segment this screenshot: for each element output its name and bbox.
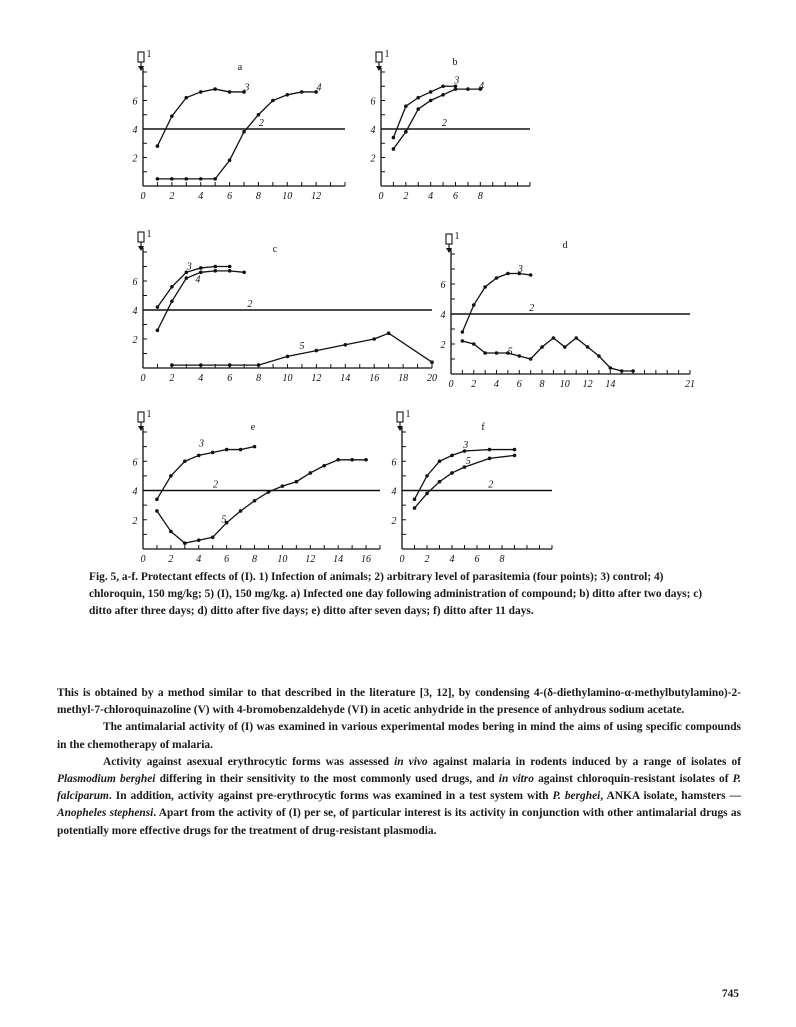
curve-label-c: 3 bbox=[186, 261, 192, 273]
panel-label-f: f bbox=[481, 422, 485, 433]
x-tick-label-d: 14 bbox=[605, 379, 616, 390]
y-tick-label-c: 4 bbox=[132, 306, 138, 317]
x-tick-label-c: 8 bbox=[256, 373, 262, 384]
data-point-d-3 bbox=[483, 285, 487, 289]
data-point-a-4 bbox=[271, 99, 275, 103]
data-point-c-5 bbox=[387, 331, 391, 335]
y-tick-label-a: 2 bbox=[132, 153, 138, 165]
data-point-a-4 bbox=[184, 177, 188, 181]
data-point-a-4 bbox=[242, 130, 246, 134]
data-point-a-3 bbox=[170, 114, 174, 118]
data-point-e-3 bbox=[253, 445, 257, 449]
data-point-e-5 bbox=[169, 530, 173, 534]
paragraph-2: The antimalarial activity of (I) was examined in various experimental modes bering in mind the aims of using specific compounds in the chemotherapy of malaria. bbox=[57, 721, 741, 751]
data-point-d-5 bbox=[563, 345, 567, 349]
data-point-f-5 bbox=[513, 454, 517, 458]
panel-label-a: a bbox=[237, 62, 243, 73]
y-tick-label-f: 6 bbox=[391, 457, 397, 469]
y-tick-label-b: 2 bbox=[370, 153, 376, 165]
data-point-c-4 bbox=[242, 271, 246, 275]
data-point-f-3 bbox=[450, 454, 454, 458]
data-point-d-5 bbox=[529, 357, 533, 361]
syringe-icon bbox=[138, 412, 144, 422]
data-point-d-5 bbox=[495, 351, 499, 355]
data-point-f-3 bbox=[513, 448, 517, 452]
syringe-icon bbox=[138, 232, 144, 242]
data-point-d-5 bbox=[517, 354, 521, 358]
infection-marker-label: 1 bbox=[146, 409, 152, 420]
data-point-e-5 bbox=[364, 458, 368, 462]
data-point-d-5 bbox=[620, 369, 624, 373]
data-point-c-3 bbox=[199, 266, 203, 270]
data-point-c-4 bbox=[156, 329, 160, 333]
panel-label-d: d bbox=[562, 240, 568, 251]
series-line-f-5 bbox=[415, 455, 515, 508]
series-line-d-3 bbox=[462, 274, 530, 333]
data-point-c-5 bbox=[315, 349, 319, 353]
curve-label-f: 3 bbox=[463, 440, 469, 452]
data-point-c-3 bbox=[156, 305, 160, 309]
series-line-e-5 bbox=[157, 460, 366, 543]
data-point-b-4 bbox=[416, 107, 420, 111]
infection-marker-label: 1 bbox=[405, 409, 411, 420]
data-point-f-5 bbox=[488, 457, 492, 461]
data-point-e-5 bbox=[350, 458, 354, 462]
syringe-icon bbox=[397, 412, 403, 422]
data-point-c-5 bbox=[257, 363, 261, 367]
data-point-f-3 bbox=[438, 459, 442, 463]
y-tick-label-b: 4 bbox=[370, 125, 376, 136]
x-tick-label-a: 0 bbox=[140, 191, 146, 202]
x-tick-label-c: 6 bbox=[227, 373, 233, 384]
y-tick-label-e: 4 bbox=[132, 486, 138, 498]
data-point-b-4 bbox=[392, 147, 396, 151]
x-tick-label-c: 20 bbox=[427, 373, 437, 384]
y-tick-label-d: 2 bbox=[440, 340, 446, 351]
data-point-a-3 bbox=[184, 96, 188, 100]
x-tick-label-b: 2 bbox=[403, 191, 409, 202]
x-tick-label-c: 10 bbox=[282, 373, 293, 384]
data-point-c-5 bbox=[286, 355, 290, 359]
page-number: 745 bbox=[721, 988, 739, 1000]
x-tick-label-e: 8 bbox=[252, 554, 258, 565]
y-tick-label-d: 6 bbox=[440, 280, 446, 291]
data-point-d-5 bbox=[597, 354, 601, 358]
curve-label-b: 4 bbox=[479, 81, 485, 93]
series-line-c-3 bbox=[157, 267, 229, 308]
x-tick-label-a: 10 bbox=[282, 191, 293, 202]
data-point-a-3 bbox=[156, 144, 160, 148]
data-point-a-4 bbox=[170, 177, 174, 181]
data-point-d-5 bbox=[461, 339, 465, 343]
x-tick-label-d: 6 bbox=[516, 379, 522, 390]
data-point-e-3 bbox=[239, 448, 243, 452]
data-point-e-5 bbox=[322, 464, 326, 468]
data-point-d-5 bbox=[552, 336, 556, 340]
data-point-d-5 bbox=[631, 369, 635, 373]
data-point-a-4 bbox=[228, 159, 232, 163]
curve-label-d: 2 bbox=[529, 303, 535, 314]
data-point-e-5 bbox=[155, 509, 159, 513]
x-tick-label-c: 18 bbox=[398, 373, 409, 384]
data-point-b-4 bbox=[454, 87, 458, 91]
x-tick-label-d: 0 bbox=[448, 379, 454, 390]
data-point-c-4 bbox=[228, 269, 232, 273]
data-point-f-5 bbox=[450, 471, 454, 475]
x-tick-label-a: 2 bbox=[169, 191, 175, 202]
x-tick-label-e: 4 bbox=[196, 554, 202, 565]
x-tick-label-c: 12 bbox=[311, 373, 322, 384]
x-tick-label-c: 16 bbox=[369, 373, 380, 384]
syringe-icon bbox=[376, 52, 382, 62]
x-tick-label-f: 4 bbox=[449, 554, 455, 565]
data-point-d-3 bbox=[506, 272, 510, 276]
y-tick-label-f: 2 bbox=[391, 515, 397, 527]
data-point-b-3 bbox=[416, 96, 420, 100]
data-point-e-5 bbox=[267, 490, 271, 494]
curve-label-b: 3 bbox=[454, 75, 460, 87]
data-point-a-3 bbox=[199, 90, 203, 94]
panel-label-e: e bbox=[250, 422, 256, 433]
data-point-b-4 bbox=[466, 87, 470, 91]
curve-label-c: 5 bbox=[299, 341, 305, 353]
data-point-d-5 bbox=[540, 345, 544, 349]
infection-marker-label: 1 bbox=[146, 229, 152, 240]
x-tick-label-a: 4 bbox=[198, 191, 204, 202]
curve-label-d: 5 bbox=[507, 346, 513, 358]
curve-label-e: 5 bbox=[221, 514, 227, 526]
data-point-b-4 bbox=[441, 93, 445, 97]
data-point-e-5 bbox=[308, 471, 312, 475]
data-point-c-4 bbox=[170, 300, 174, 304]
data-point-a-3 bbox=[228, 90, 232, 94]
data-point-e-5 bbox=[239, 509, 243, 513]
series-line-a-3 bbox=[157, 89, 244, 146]
data-point-e-3 bbox=[183, 459, 187, 463]
curve-label-c: 4 bbox=[195, 274, 201, 286]
paragraph-1: This is obtained by a method similar to that described in the literature [3, 12], by condensing 4-(δ-diethylamino-α-methylbutylamino)-2-methyl-7-chloroquinazoline (V) with 4-bromobenzaldehyde (VI) in acetic anhydride in the presence of anhydrous sodium acetate. bbox=[57, 687, 741, 717]
x-tick-label-b: 8 bbox=[477, 191, 483, 202]
data-point-f-5 bbox=[438, 480, 442, 484]
y-tick-label-a: 6 bbox=[132, 96, 138, 108]
x-tick-label-d: 2 bbox=[471, 379, 477, 390]
data-point-d-3 bbox=[495, 276, 499, 280]
data-point-e-3 bbox=[225, 448, 229, 452]
data-point-a-4 bbox=[213, 177, 217, 181]
data-point-d-5 bbox=[609, 366, 613, 370]
data-point-b-4 bbox=[404, 130, 408, 134]
data-point-d-3 bbox=[529, 273, 533, 277]
data-point-a-4 bbox=[199, 177, 203, 181]
data-point-f-3 bbox=[488, 448, 492, 452]
y-tick-label-e: 6 bbox=[132, 457, 138, 469]
data-point-e-5 bbox=[211, 536, 215, 540]
data-point-e-5 bbox=[295, 480, 299, 484]
x-tick-label-e: 2 bbox=[168, 554, 174, 565]
x-tick-label-c: 0 bbox=[140, 373, 146, 384]
data-point-a-3 bbox=[213, 87, 217, 91]
x-tick-label-e: 16 bbox=[361, 554, 372, 565]
x-tick-label-c: 4 bbox=[198, 373, 204, 384]
curve-label-d: 3 bbox=[517, 264, 523, 275]
data-point-e-3 bbox=[169, 474, 173, 478]
data-point-e-5 bbox=[336, 458, 340, 462]
data-point-f-3 bbox=[425, 474, 429, 478]
data-point-c-5 bbox=[344, 343, 348, 347]
series-line-e-3 bbox=[157, 447, 255, 500]
x-tick-label-e: 12 bbox=[305, 554, 316, 565]
curve-label-e: 2 bbox=[212, 479, 218, 491]
x-tick-label-a: 12 bbox=[311, 191, 322, 202]
data-point-e-5 bbox=[281, 484, 285, 488]
data-point-b-4 bbox=[429, 99, 433, 103]
data-point-c-4 bbox=[213, 269, 217, 273]
data-point-c-3 bbox=[228, 265, 232, 269]
x-tick-label-e: 0 bbox=[140, 554, 146, 565]
syringe-icon bbox=[138, 52, 144, 62]
data-point-c-5 bbox=[199, 363, 203, 367]
curve-label-e: 3 bbox=[199, 438, 205, 450]
curve-label-c: 2 bbox=[247, 299, 253, 311]
y-tick-label-b: 6 bbox=[370, 96, 376, 108]
data-point-a-4 bbox=[257, 113, 261, 117]
infection-marker-label: 1 bbox=[146, 49, 152, 60]
data-point-f-3 bbox=[413, 497, 417, 501]
curve-label-b: 2 bbox=[441, 118, 447, 130]
curve-label-f: 2 bbox=[488, 479, 494, 491]
data-point-c-4 bbox=[185, 276, 189, 280]
data-point-d-3 bbox=[461, 330, 465, 334]
y-tick-label-c: 6 bbox=[132, 277, 138, 288]
data-point-a-4 bbox=[300, 90, 304, 94]
data-point-e-5 bbox=[197, 538, 201, 542]
curve-label-a: 2 bbox=[258, 118, 264, 130]
data-point-c-5 bbox=[170, 363, 174, 367]
series-line-d-5 bbox=[462, 338, 633, 371]
data-point-c-3 bbox=[170, 285, 174, 289]
body-text bbox=[57, 685, 741, 840]
series-line-b-4 bbox=[393, 89, 480, 149]
data-point-d-5 bbox=[586, 345, 590, 349]
data-point-e-5 bbox=[183, 541, 187, 545]
x-tick-label-f: 8 bbox=[499, 554, 505, 565]
x-tick-label-f: 2 bbox=[424, 554, 430, 565]
data-point-b-3 bbox=[429, 90, 433, 94]
data-point-b-3 bbox=[392, 136, 396, 140]
data-point-c-5 bbox=[372, 337, 376, 341]
data-point-a-4 bbox=[285, 93, 289, 97]
y-tick-label-c: 2 bbox=[132, 335, 138, 346]
curve-label-a: 4 bbox=[316, 82, 322, 94]
figure-caption: Fig. 5, a-f. Protectant effects of (I). 1) Infection of animals; 2) arbitrary level of parasitemia (four points); 3) control; 4) chloroquin, 150 mg/kg; 5) (I), 150 mg/kg. a) Infected one day following administration of compound; b) ditto after two days; c) ditto after three days; d) ditto after five days; e) ditto after seven days; f) ditto after 11 days. bbox=[89, 571, 703, 617]
data-point-d-3 bbox=[472, 303, 476, 307]
syringe-icon bbox=[446, 234, 452, 244]
x-tick-label-f: 6 bbox=[474, 554, 480, 565]
x-tick-label-f: 0 bbox=[399, 554, 405, 565]
data-point-b-3 bbox=[441, 84, 445, 88]
x-tick-label-a: 6 bbox=[227, 191, 233, 202]
curve-label-f: 5 bbox=[465, 456, 471, 468]
x-tick-label-b: 0 bbox=[378, 191, 384, 202]
x-tick-label-e: 6 bbox=[224, 554, 230, 565]
y-tick-label-d: 4 bbox=[440, 310, 446, 321]
x-tick-label-d: 21 bbox=[685, 379, 695, 390]
y-tick-label-e: 2 bbox=[132, 515, 138, 527]
x-tick-label-d: 4 bbox=[494, 379, 500, 390]
data-point-f-5 bbox=[425, 492, 429, 496]
curve-label-a: 3 bbox=[244, 82, 250, 94]
y-tick-label-f: 4 bbox=[391, 486, 397, 498]
panel-label-c: c bbox=[272, 244, 278, 255]
data-point-e-3 bbox=[211, 451, 215, 455]
x-tick-label-d: 12 bbox=[582, 379, 593, 390]
data-point-c-5 bbox=[228, 363, 232, 367]
data-point-d-5 bbox=[574, 336, 578, 340]
x-tick-label-d: 8 bbox=[539, 379, 545, 390]
panel-label-b: b bbox=[452, 57, 458, 68]
data-point-e-3 bbox=[197, 454, 201, 458]
x-tick-label-a: 8 bbox=[255, 191, 261, 202]
x-tick-label-c: 14 bbox=[340, 373, 351, 384]
data-point-d-5 bbox=[483, 351, 487, 355]
data-point-d-5 bbox=[472, 342, 476, 346]
data-point-c-5 bbox=[430, 360, 434, 364]
x-tick-label-d: 10 bbox=[559, 379, 570, 390]
data-point-b-3 bbox=[404, 104, 408, 108]
x-tick-label-e: 14 bbox=[333, 554, 344, 565]
x-tick-label-b: 6 bbox=[453, 191, 458, 202]
infection-marker-label: 1 bbox=[384, 49, 390, 60]
data-point-e-3 bbox=[155, 497, 159, 501]
data-point-f-5 bbox=[413, 506, 417, 510]
x-tick-label-c: 2 bbox=[169, 373, 175, 384]
data-point-a-4 bbox=[156, 177, 160, 181]
x-tick-label-b: 4 bbox=[428, 191, 434, 202]
paragraph-3: Activity against asexual erythrocytic forms was assessed in vivo against malaria in rodents induced by a range of isolates of Plasmodium berghei differing in their sensitivity to the most commonly used drugs, and in vitro against chloroquin-resistant isolates of P. falciparum. In addition, activity against pre-erythrocytic forms was examined in a test system with P. berghei, ANKA isolate, hamsters — Anopheles stephensi. Apart from the activity of (I) per se, of particular interest is its activity in conjunction with other antimalarial drugs as potentially more effective drugs for the treatment of drug-resistant plasmodia. bbox=[57, 755, 741, 837]
data-point-e-5 bbox=[253, 499, 257, 503]
data-point-c-3 bbox=[213, 265, 217, 269]
x-tick-label-e: 10 bbox=[277, 554, 288, 565]
infection-marker-label: 1 bbox=[454, 231, 460, 242]
y-tick-label-a: 4 bbox=[132, 125, 138, 136]
